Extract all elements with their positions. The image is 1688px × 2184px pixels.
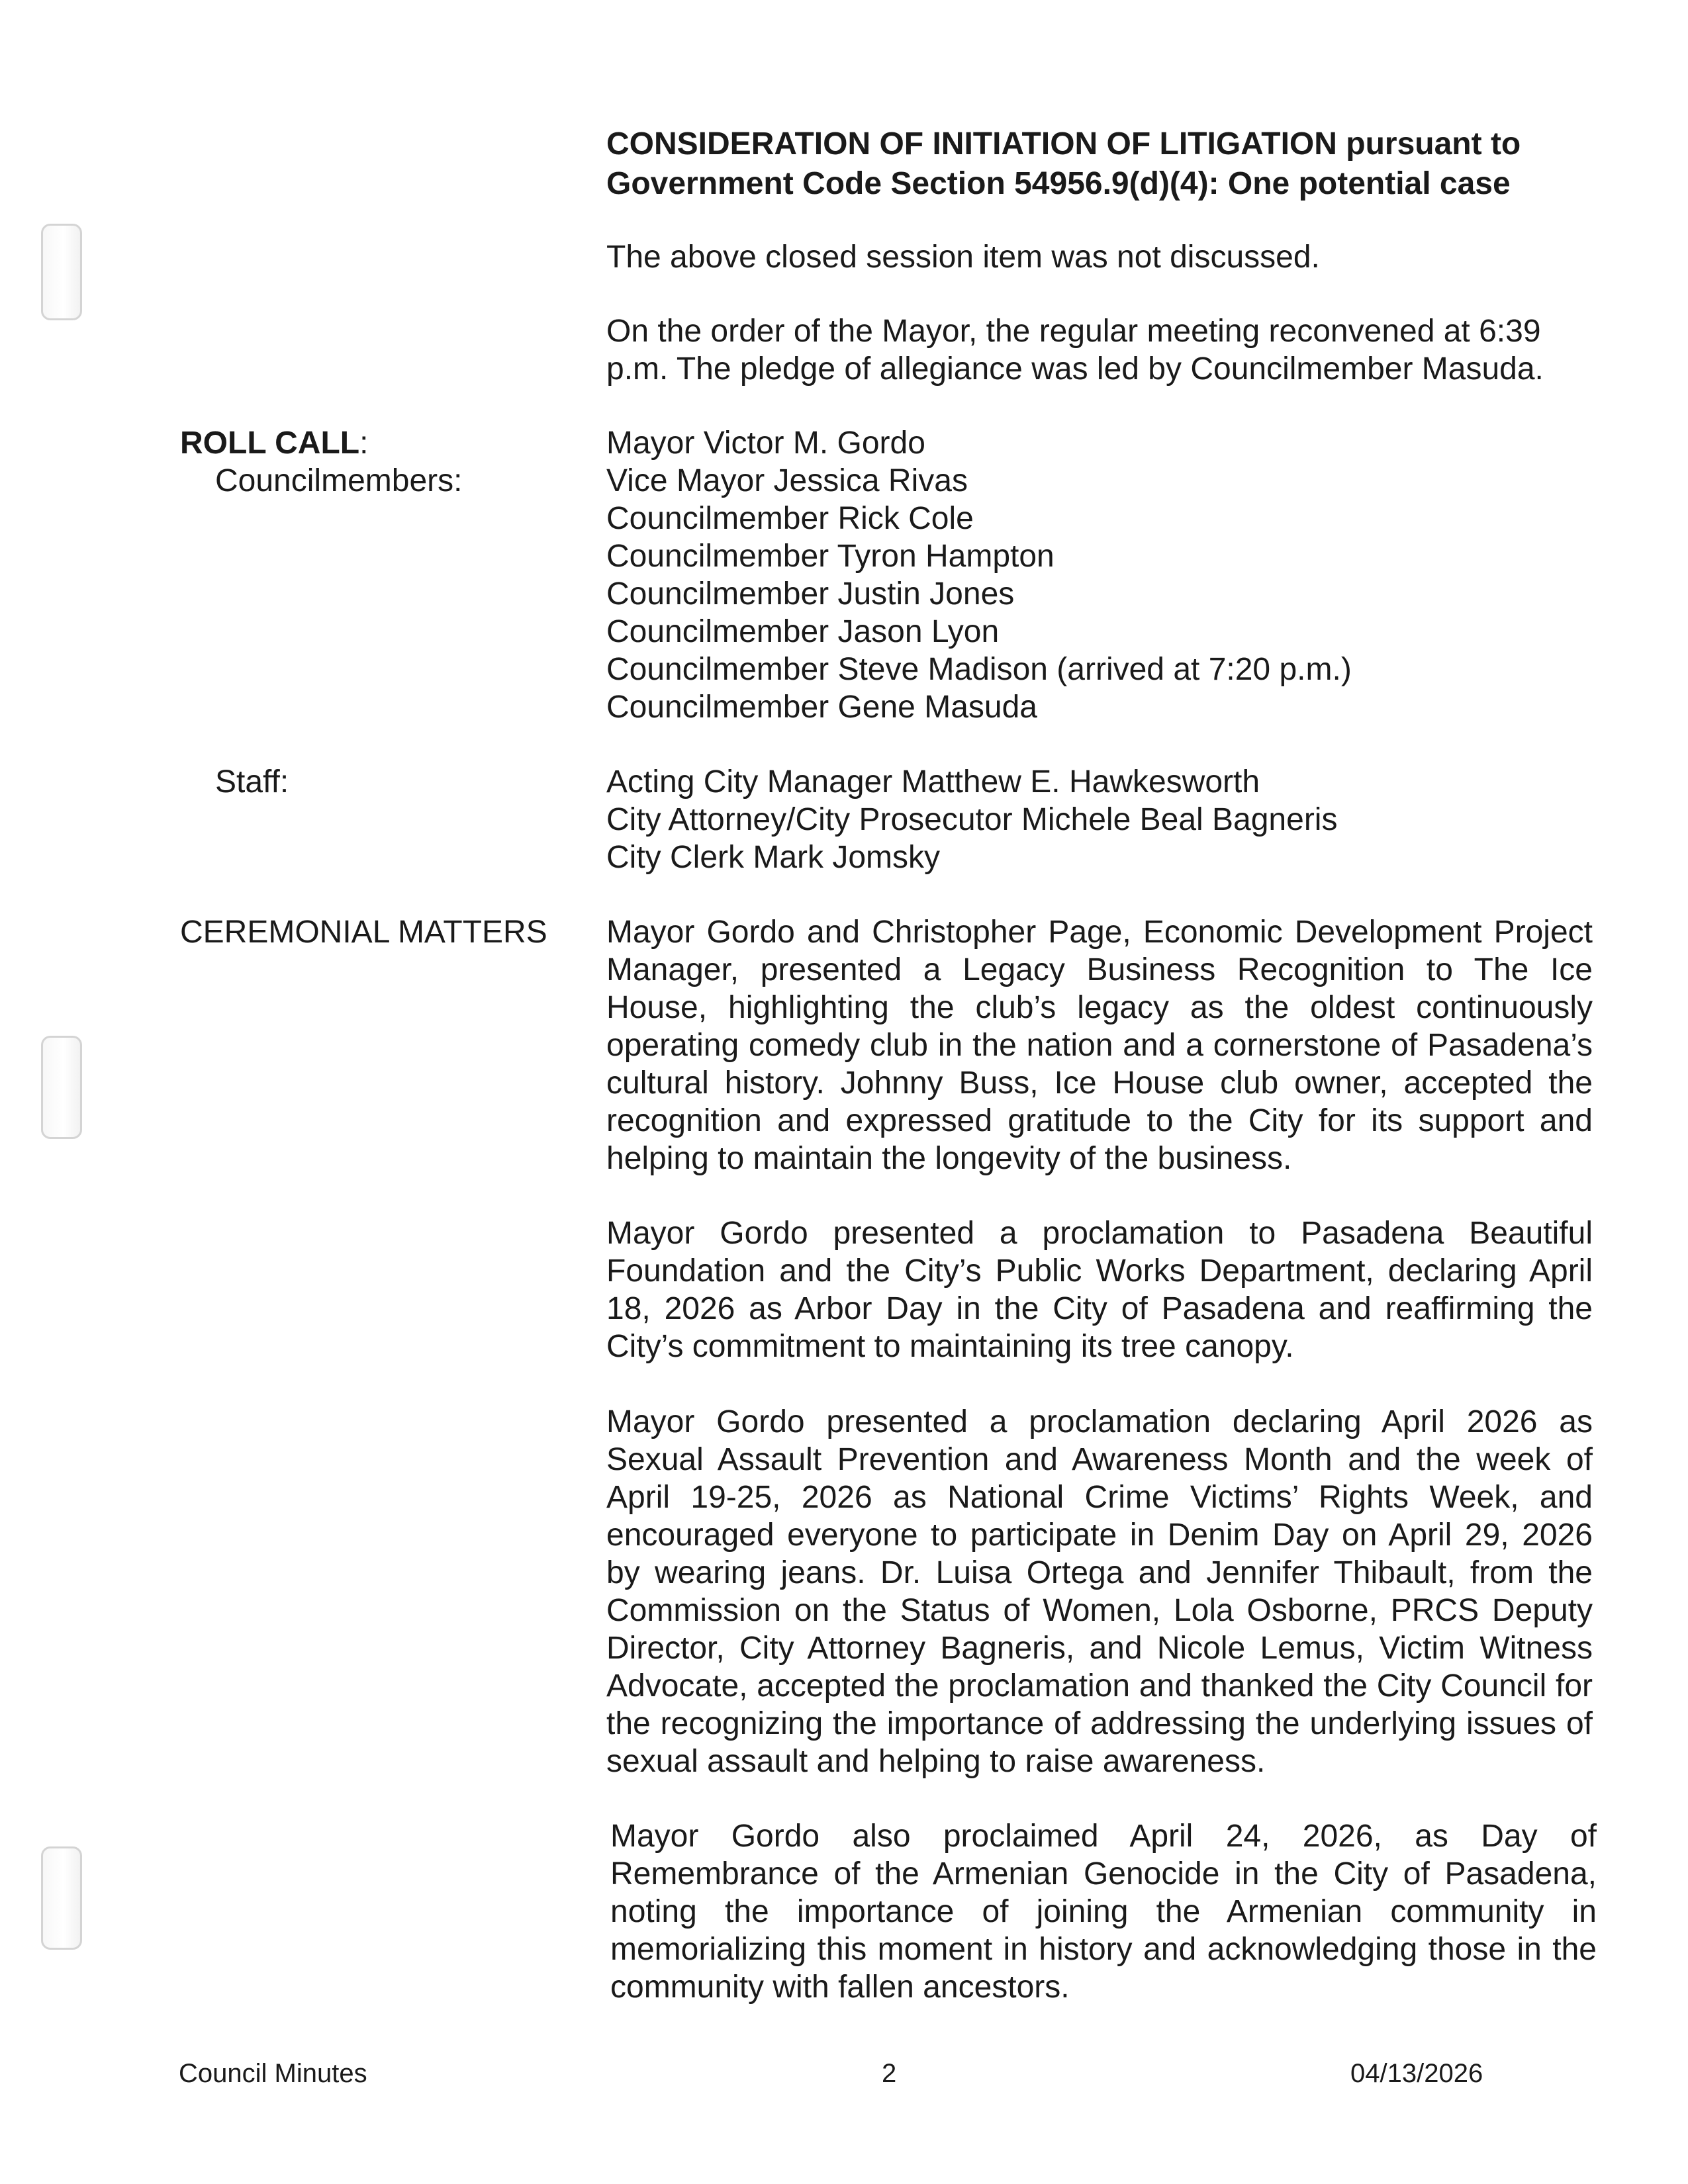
councilmember-item: Councilmember Gene Masuda	[606, 690, 1037, 725]
binder-hole	[41, 224, 82, 320]
councilmember-item: Councilmember Justin Jones	[606, 576, 1015, 612]
ceremonial-paragraph: Mayor Gordo presented a proclamation to Pasadena Beautiful Foundation and the City’s Public Works Department, declaring April 18, 2026 as Arbor Day in the City of Pasadena and reaffirming the City’s commitment to maintaining its tree canopy.	[606, 1216, 1593, 1364]
staff-item: City Clerk Mark Jomsky	[606, 840, 941, 875]
councilmember-item: Vice Mayor Jessica Rivas	[606, 463, 968, 498]
ceremonial-paragraph: Mayor Gordo and Christopher Page, Economic Development Project Manager, presented a Legacy Business Recognition to The Ice House, highlighting the club’s legacy as the oldest continuously operating comedy club in the nation and a cornerstone of Pasadena’s cultural history. Johnny Buss, Ice House club owner, accepted the recognition and expressed gratitude to the City for its support and helping to maintain the longevity of the business.	[606, 915, 1593, 1176]
binder-hole	[41, 1846, 82, 1950]
roll-call-title: ROLL CALL	[180, 426, 360, 461]
binder-hole	[41, 1036, 82, 1139]
staff-item: City Attorney/City Prosecutor Michele Beal Bagneris	[606, 802, 1338, 837]
councilmember-item: Councilmember Steve Madison (arrived at 7:20 p.m.)	[606, 652, 1352, 687]
councilmember-list	[606, 424, 1593, 726]
staff-label: Staff:	[215, 764, 289, 799]
footer-title: Council Minutes	[179, 2059, 367, 2088]
heading-line: CONSIDERATION OF INITIATION OF LITIGATION pursuant to	[606, 126, 1521, 161]
page-number: 2	[882, 2059, 897, 2088]
closed-session-heading	[606, 124, 1593, 204]
roll-call-colon: :	[359, 426, 369, 461]
text-line: On the order of the Mayor, the regular meeting reconvened at 6:39	[606, 314, 1541, 349]
councilmember-item: Councilmember Tyron Hampton	[606, 539, 1055, 574]
heading-line: Government Code Section 54956.9(d)(4): One potential case	[606, 166, 1511, 201]
ceremonial-matters-label: CEREMONIAL MATTERS	[180, 915, 547, 950]
councilmember-item: Councilmember Jason Lyon	[606, 614, 1000, 649]
staff-item: Acting City Manager Matthew E. Hawkesworth	[606, 764, 1260, 799]
reconvene-paragraph	[606, 312, 1593, 388]
councilmember-item: Mayor Victor M. Gordo	[606, 426, 925, 461]
footer-date: 04/13/2026	[1350, 2059, 1483, 2088]
councilmember-item: Councilmember Rick Cole	[606, 501, 974, 536]
staff-list	[606, 763, 1593, 876]
text-line: p.m. The pledge of allegiance was led by Councilmember Masuda.	[606, 351, 1544, 387]
roll-call-label	[180, 424, 368, 462]
closed-session-note: The above closed session item was not discussed.	[606, 240, 1320, 275]
ceremonial-paragraph: Mayor Gordo also proclaimed April 24, 2026, as Day of Remembrance of the Armenian Genocide in the City of Pasadena, noting the importance of joining the Armenian community in memorializing this moment in history and acknowledging those in the community with fallen ancestors.	[610, 1819, 1597, 2005]
ceremonial-paragraph: Mayor Gordo presented a proclamation declaring April 2026 as Sexual Assault Prevention and Awareness Month and the week of April 19-25, 2026 as National Crime Victims’ Rights Week, and encouraged everyone to participate in Denim Day on April 29, 2026 by wearing jeans. Dr. Luisa Ortega and Jennifer Thibault, from the Commission on the Status of Women, Lola Osborne, PRCS Deputy Director, City Attorney Bagneris, and Nicole Lemus, Victim Witness Advocate, accepted the proclamation and thanked the City Council for the recognizing the importance of addressing the underlying issues of sexual assault and helping to raise awareness.	[606, 1404, 1593, 1779]
councilmembers-label: Councilmembers:	[215, 463, 463, 498]
